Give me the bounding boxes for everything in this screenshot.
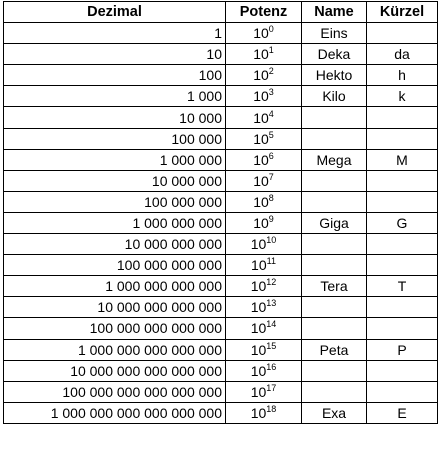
cell-name xyxy=(302,128,367,149)
table-row xyxy=(4,86,438,107)
table-row xyxy=(4,212,438,233)
cell-kuerzel: da xyxy=(367,44,438,65)
potenz-exponent: 4 xyxy=(268,108,274,119)
cell-dezimal: 100 000 000 000 000 xyxy=(4,318,226,339)
cell-kuerzel xyxy=(367,128,438,149)
potenz-exponent: 9 xyxy=(268,213,274,224)
cell-dezimal: 100 xyxy=(4,65,226,86)
cell-name: Peta xyxy=(302,339,367,360)
table-row xyxy=(4,297,438,318)
cell-potenz xyxy=(226,360,302,381)
cell-name xyxy=(302,297,367,318)
potenz-base: 10 xyxy=(251,257,267,274)
cell-kuerzel: h xyxy=(367,65,438,86)
cell-dezimal: 1 000 000 000 000 000 000 xyxy=(4,402,226,423)
table-row xyxy=(4,276,438,297)
cell-potenz xyxy=(226,234,302,255)
cell-potenz xyxy=(226,297,302,318)
table-row xyxy=(4,170,438,191)
table-row xyxy=(4,318,438,339)
cell-kuerzel xyxy=(367,234,438,255)
potenz-exponent: 12 xyxy=(266,277,277,288)
potenz-base: 10 xyxy=(250,320,267,337)
cell-name xyxy=(302,191,367,212)
si-prefix-table xyxy=(3,1,438,424)
table-row xyxy=(4,234,438,255)
cell-dezimal: 100 000 000 xyxy=(4,191,226,212)
potenz-base: 10 xyxy=(253,172,269,189)
cell-dezimal: 100 000 000 000 xyxy=(4,255,226,276)
cell-kuerzel xyxy=(367,191,438,212)
potenz-base: 10 xyxy=(253,25,269,42)
cell-potenz xyxy=(226,318,302,339)
cell-kuerzel xyxy=(367,107,438,128)
cell-kuerzel xyxy=(367,170,438,191)
potenz-exponent: 13 xyxy=(266,298,277,309)
table-body xyxy=(4,23,438,424)
potenz-exponent: 1 xyxy=(268,45,274,56)
cell-kuerzel: k xyxy=(367,86,438,107)
table-row xyxy=(4,65,438,86)
cell-kuerzel: G xyxy=(367,212,438,233)
table-row xyxy=(4,360,438,381)
table-row xyxy=(4,44,438,65)
cell-name: Eins xyxy=(302,23,367,44)
cell-kuerzel: T xyxy=(367,276,438,297)
cell-potenz xyxy=(226,276,302,297)
cell-potenz xyxy=(226,107,302,128)
table-header xyxy=(4,2,438,23)
cell-dezimal: 10 000 000 xyxy=(4,170,226,191)
header-kuerzel: Kürzel xyxy=(367,2,438,23)
cell-dezimal: 100 000 000 000 000 000 xyxy=(4,381,226,402)
cell-potenz xyxy=(226,128,302,149)
cell-dezimal: 1 000 000 000 000 xyxy=(4,276,226,297)
potenz-base: 10 xyxy=(253,130,269,147)
cell-dezimal: 1 000 000 000 000 000 xyxy=(4,339,226,360)
cell-dezimal: 10 000 000 000 xyxy=(4,234,226,255)
potenz-base: 10 xyxy=(253,67,269,84)
potenz-base: 10 xyxy=(253,151,269,168)
cell-kuerzel: M xyxy=(367,149,438,170)
cell-name: Mega xyxy=(302,149,367,170)
cell-dezimal: 1 xyxy=(4,23,226,44)
potenz-base: 10 xyxy=(250,404,267,421)
potenz-base: 10 xyxy=(250,299,267,316)
potenz-exponent: 3 xyxy=(268,87,274,98)
potenz-base: 10 xyxy=(253,109,269,126)
cell-potenz xyxy=(226,44,302,65)
cell-potenz xyxy=(226,149,302,170)
potenz-base: 10 xyxy=(250,362,267,379)
header-dezimal: Dezimal xyxy=(4,2,226,23)
cell-dezimal: 100 000 xyxy=(4,128,226,149)
potenz-exponent: 18 xyxy=(266,403,277,414)
potenz-base: 10 xyxy=(250,278,267,295)
cell-kuerzel xyxy=(367,23,438,44)
table-row xyxy=(4,128,438,149)
cell-kuerzel: P xyxy=(367,339,438,360)
header-potenz: Potenz xyxy=(226,2,302,23)
potenz-base: 10 xyxy=(253,214,269,231)
cell-name xyxy=(302,107,367,128)
cell-dezimal: 10 000 000 000 000 xyxy=(4,297,226,318)
table-row xyxy=(4,381,438,402)
cell-kuerzel xyxy=(367,360,438,381)
cell-potenz xyxy=(226,86,302,107)
cell-dezimal: 10 000 000 000 000 000 xyxy=(4,360,226,381)
potenz-base: 10 xyxy=(250,383,267,400)
cell-name xyxy=(302,170,367,191)
cell-potenz xyxy=(226,255,302,276)
table-row xyxy=(4,339,438,360)
potenz-exponent: 5 xyxy=(268,129,274,140)
cell-kuerzel xyxy=(367,297,438,318)
cell-kuerzel xyxy=(367,255,438,276)
header-row xyxy=(4,2,438,23)
potenz-base: 10 xyxy=(253,88,269,105)
cell-potenz xyxy=(226,191,302,212)
cell-name: Tera xyxy=(302,276,367,297)
potenz-base: 10 xyxy=(250,341,267,358)
potenz-exponent: 2 xyxy=(268,66,274,77)
cell-name: Deka xyxy=(302,44,367,65)
table-row xyxy=(4,107,438,128)
cell-potenz xyxy=(226,65,302,86)
potenz-exponent: 7 xyxy=(268,171,274,182)
potenz-exponent: 15 xyxy=(266,340,277,351)
cell-kuerzel xyxy=(367,381,438,402)
cell-dezimal: 1 000 000 000 xyxy=(4,212,226,233)
cell-kuerzel xyxy=(367,318,438,339)
cell-potenz xyxy=(226,402,302,423)
cell-name: Exa xyxy=(302,402,367,423)
cell-potenz xyxy=(226,339,302,360)
table-row xyxy=(4,149,438,170)
potenz-exponent: 16 xyxy=(266,361,277,372)
potenz-base: 10 xyxy=(250,236,267,253)
cell-name xyxy=(302,360,367,381)
cell-kuerzel: E xyxy=(367,402,438,423)
potenz-base: 10 xyxy=(253,46,269,63)
cell-potenz xyxy=(226,170,302,191)
cell-name xyxy=(302,234,367,255)
potenz-exponent: 14 xyxy=(266,319,277,330)
table-row xyxy=(4,23,438,44)
cell-name: Hekto xyxy=(302,65,367,86)
potenz-exponent: 11 xyxy=(266,256,276,267)
cell-dezimal: 10 000 xyxy=(4,107,226,128)
cell-name xyxy=(302,318,367,339)
header-name: Name xyxy=(302,2,367,23)
potenz-exponent: 6 xyxy=(268,150,274,161)
cell-potenz xyxy=(226,212,302,233)
table-row xyxy=(4,191,438,212)
cell-potenz xyxy=(226,23,302,44)
potenz-exponent: 0 xyxy=(268,24,274,35)
cell-potenz xyxy=(226,381,302,402)
table-row xyxy=(4,402,438,423)
cell-dezimal: 10 xyxy=(4,44,226,65)
cell-dezimal: 1 000 xyxy=(4,86,226,107)
potenz-base: 10 xyxy=(253,193,269,210)
potenz-exponent: 17 xyxy=(266,382,277,393)
cell-name xyxy=(302,255,367,276)
potenz-exponent: 8 xyxy=(268,192,274,203)
table-row xyxy=(4,255,438,276)
cell-name xyxy=(302,381,367,402)
cell-name: Giga xyxy=(302,212,367,233)
cell-dezimal: 1 000 000 xyxy=(4,149,226,170)
potenz-exponent: 10 xyxy=(266,235,277,246)
cell-name: Kilo xyxy=(302,86,367,107)
